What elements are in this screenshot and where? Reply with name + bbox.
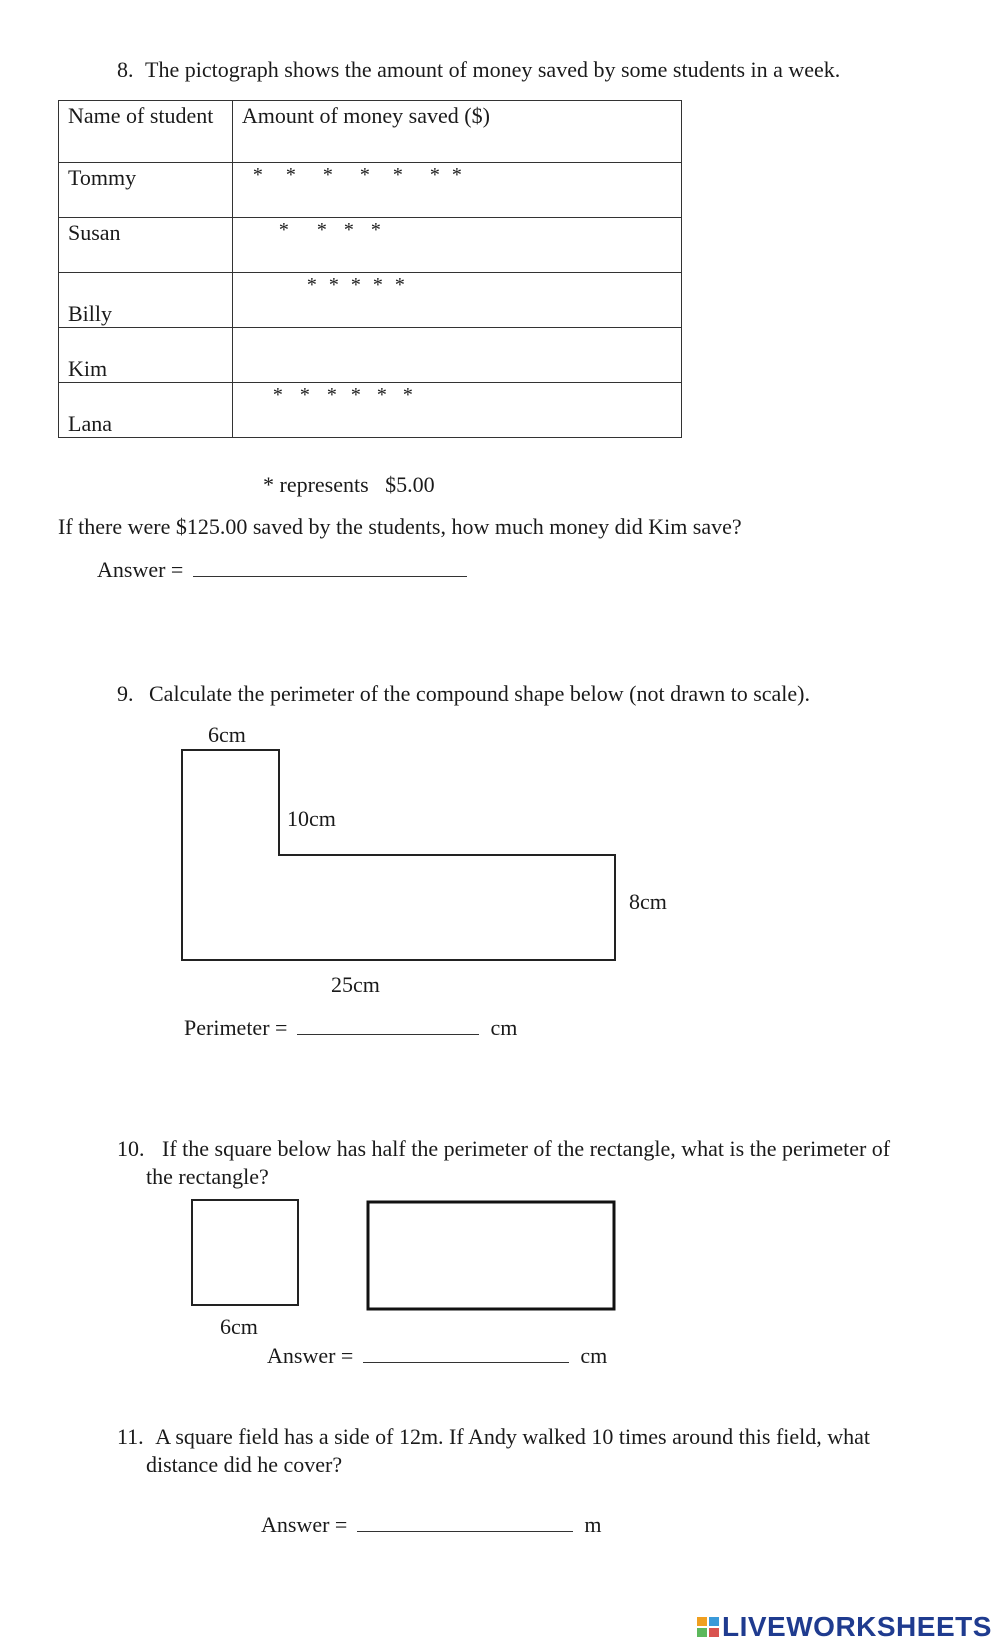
star-symbol: * <box>350 274 361 296</box>
q8-answer-label: Answer = <box>97 557 184 582</box>
q9-answer <box>184 1014 517 1041</box>
star-symbol: * <box>451 164 462 186</box>
label-top: 6cm <box>208 722 246 747</box>
q11-prompt-line1 <box>117 1424 870 1450</box>
header-amount: Amount of money saved ($) <box>241 103 490 128</box>
q11-number: 11. <box>117 1424 144 1449</box>
student-name: Kim <box>68 356 108 381</box>
star-symbol: * <box>429 164 440 186</box>
q8-number: 8. <box>117 57 134 82</box>
star-symbol: * <box>252 164 263 186</box>
q10-prompt-line2: the rectangle? <box>146 1164 269 1189</box>
star-symbol: * <box>402 384 413 406</box>
q10-answer-label: Answer = <box>267 1343 354 1368</box>
star-symbol: * <box>376 384 387 406</box>
label-right: 8cm <box>629 889 667 914</box>
q10-answer <box>267 1342 607 1369</box>
label-bottom: 25cm <box>331 972 380 997</box>
star-symbol: * <box>278 219 289 241</box>
star-symbol: * <box>370 219 381 241</box>
q10-text-line1: If the square below has half the perimeter of the rectangle, what is the perimeter of <box>162 1136 891 1161</box>
pictograph-key: * represents $5.00 <box>263 472 435 497</box>
star-symbol: * <box>328 274 339 296</box>
q9-unit: cm <box>490 1015 518 1040</box>
brand-name: LIVEWORKSHEETS <box>722 1611 992 1642</box>
star-symbol: * <box>392 164 403 186</box>
label-inner: 10cm <box>287 806 336 831</box>
liveworksheets-logo <box>696 1611 992 1642</box>
q8-question: If there were $125.00 saved by the students, how much money did Kim save? <box>58 514 742 539</box>
star-symbol: * <box>350 384 361 406</box>
square <box>192 1200 298 1305</box>
q10-shapes <box>0 1190 1000 1320</box>
q10-prompt-line1 <box>117 1136 890 1162</box>
star-symbol: * <box>316 219 327 241</box>
star-symbol: * <box>322 164 333 186</box>
student-name: Susan <box>68 220 121 245</box>
q10-number: 10. <box>117 1136 145 1161</box>
star-symbol: * <box>306 274 317 296</box>
star-symbol: * <box>285 164 296 186</box>
header-name: Name of student <box>68 103 214 128</box>
star-symbol: * <box>372 274 383 296</box>
student-name: Lana <box>68 411 112 436</box>
q9-answer-label: Perimeter = <box>184 1015 288 1040</box>
liveworksheets-logo-icon <box>696 1615 720 1639</box>
star-symbol: * <box>343 219 354 241</box>
q9-answer-blank[interactable] <box>297 1014 479 1035</box>
student-name: Billy <box>68 301 113 326</box>
q9-number: 9. <box>117 681 134 706</box>
compound-shape-outline <box>182 750 615 960</box>
rectangle <box>368 1202 614 1309</box>
q11-answer-label: Answer = <box>261 1512 348 1537</box>
q11-answer-blank[interactable] <box>357 1511 573 1532</box>
star-symbol: * <box>299 384 310 406</box>
student-name: Tommy <box>68 165 137 190</box>
star-symbol: * <box>326 384 337 406</box>
star-symbol: * <box>394 274 405 296</box>
q11-unit: m <box>584 1512 602 1537</box>
q10-unit: cm <box>580 1343 608 1368</box>
q11-prompt-line2: distance did he cover? <box>146 1452 343 1477</box>
q8-text: The pictograph shows the amount of money saved by some students in a week. <box>145 57 841 82</box>
q11-answer <box>261 1511 601 1538</box>
q10-answer-blank[interactable] <box>363 1342 569 1363</box>
q9-text: Calculate the perimeter of the compound shape below (not drawn to scale). <box>149 681 810 706</box>
square-label: 6cm <box>220 1314 258 1339</box>
star-symbol: * <box>359 164 370 186</box>
star-symbol: * <box>272 384 283 406</box>
q11-text-line1: A square field has a side of 12m. If Andy walked 10 times around this field, what <box>155 1424 871 1449</box>
